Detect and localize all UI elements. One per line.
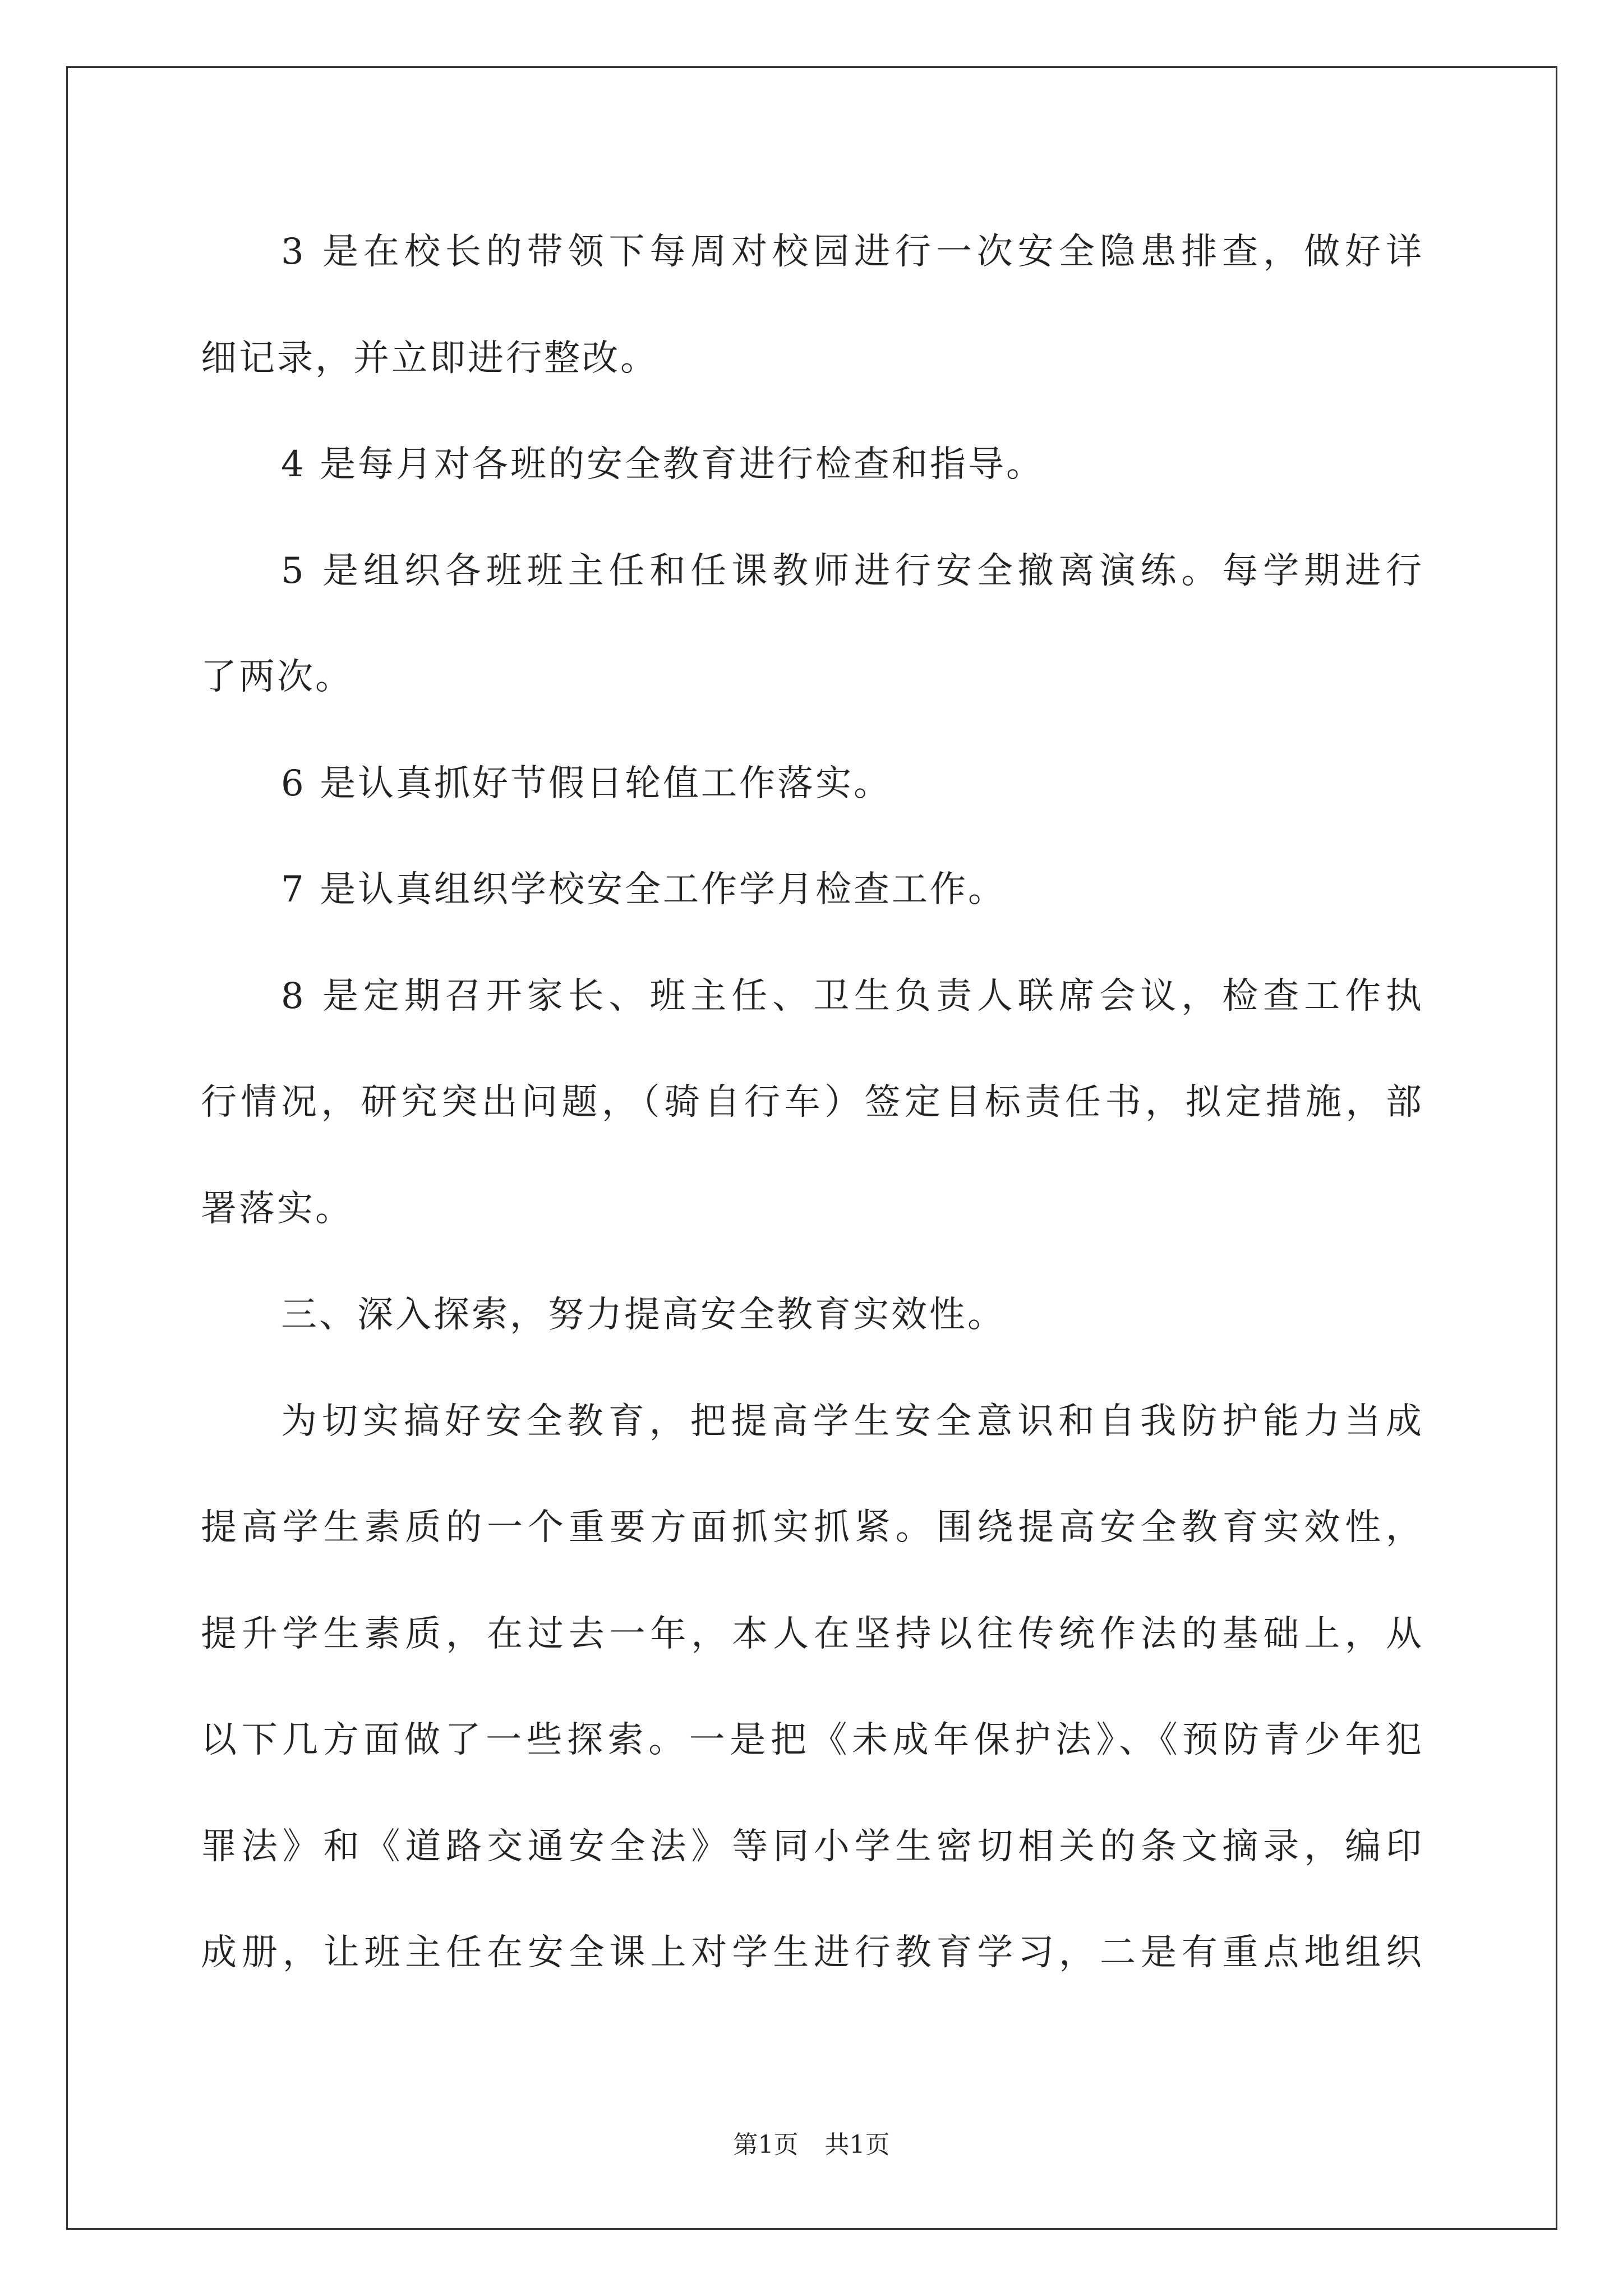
paragraph xyxy=(201,837,1424,944)
text-line: 行情况，研究突出问题，（骑自行车）签定目标责任书，拟定措施，部 xyxy=(201,1082,1424,1123)
paragraph xyxy=(201,1369,1424,2007)
text-line: 署落实。 xyxy=(201,1188,353,1230)
text-line: 8 是定期召开家长、班主任、卫生负责人联席会议，检查工作执 xyxy=(281,975,1424,1017)
text-line: 三、深入探索，努力提高安全教育实效性。 xyxy=(281,1294,1006,1336)
text-line: 3 是在校长的带领下每周对校园进行一次安全隐患排查，做好详 xyxy=(281,231,1424,273)
text-line: 4 是每月对各班的安全教育进行检查和指导。 xyxy=(281,444,1045,485)
current-page-label: 第1页 xyxy=(733,2131,799,2159)
document-body xyxy=(201,199,1424,2007)
text-line: 为切实搞好安全教育，把提高学生安全意识和自我防护能力当成 xyxy=(281,1400,1424,1442)
text-line: 5 是组织各班班主任和任课教师进行安全撤离演练。每学期进行 xyxy=(281,550,1424,592)
paragraph xyxy=(201,518,1424,731)
text-line: 罪法》和《道路交通安全法》等同小学生密切相关的条文摘录，编印 xyxy=(201,1825,1424,1867)
text-line: 提高学生素质的一个重要方面抓实抓紧。围绕提高安全教育实效性， xyxy=(201,1507,1424,1548)
text-line: 7 是认真组织学校安全工作学月检查工作。 xyxy=(281,869,1007,910)
text-line: 成册，让班主任在安全课上对学生进行教育学习，二是有重点地组织 xyxy=(201,1932,1424,1973)
text-line: 提升学生素质，在过去一年，本人在坚持以往传统作法的基础上，从 xyxy=(201,1613,1424,1655)
text-line: 6 是认真抓好节假日轮值工作落实。 xyxy=(281,762,892,804)
text-line: 细记录，并立即进行整改。 xyxy=(201,337,658,379)
paragraph xyxy=(201,412,1424,518)
paragraph xyxy=(201,199,1424,412)
page-footer xyxy=(0,2129,1623,2161)
text-line: 了两次。 xyxy=(201,656,353,698)
section-heading xyxy=(201,1262,1424,1369)
total-pages-label: 共1页 xyxy=(824,2131,890,2159)
paragraph xyxy=(201,731,1424,838)
text-line: 以下几方面做了一些探索。一是把《未成年保护法》、《预防青少年犯 xyxy=(201,1719,1424,1761)
paragraph xyxy=(201,944,1424,1263)
